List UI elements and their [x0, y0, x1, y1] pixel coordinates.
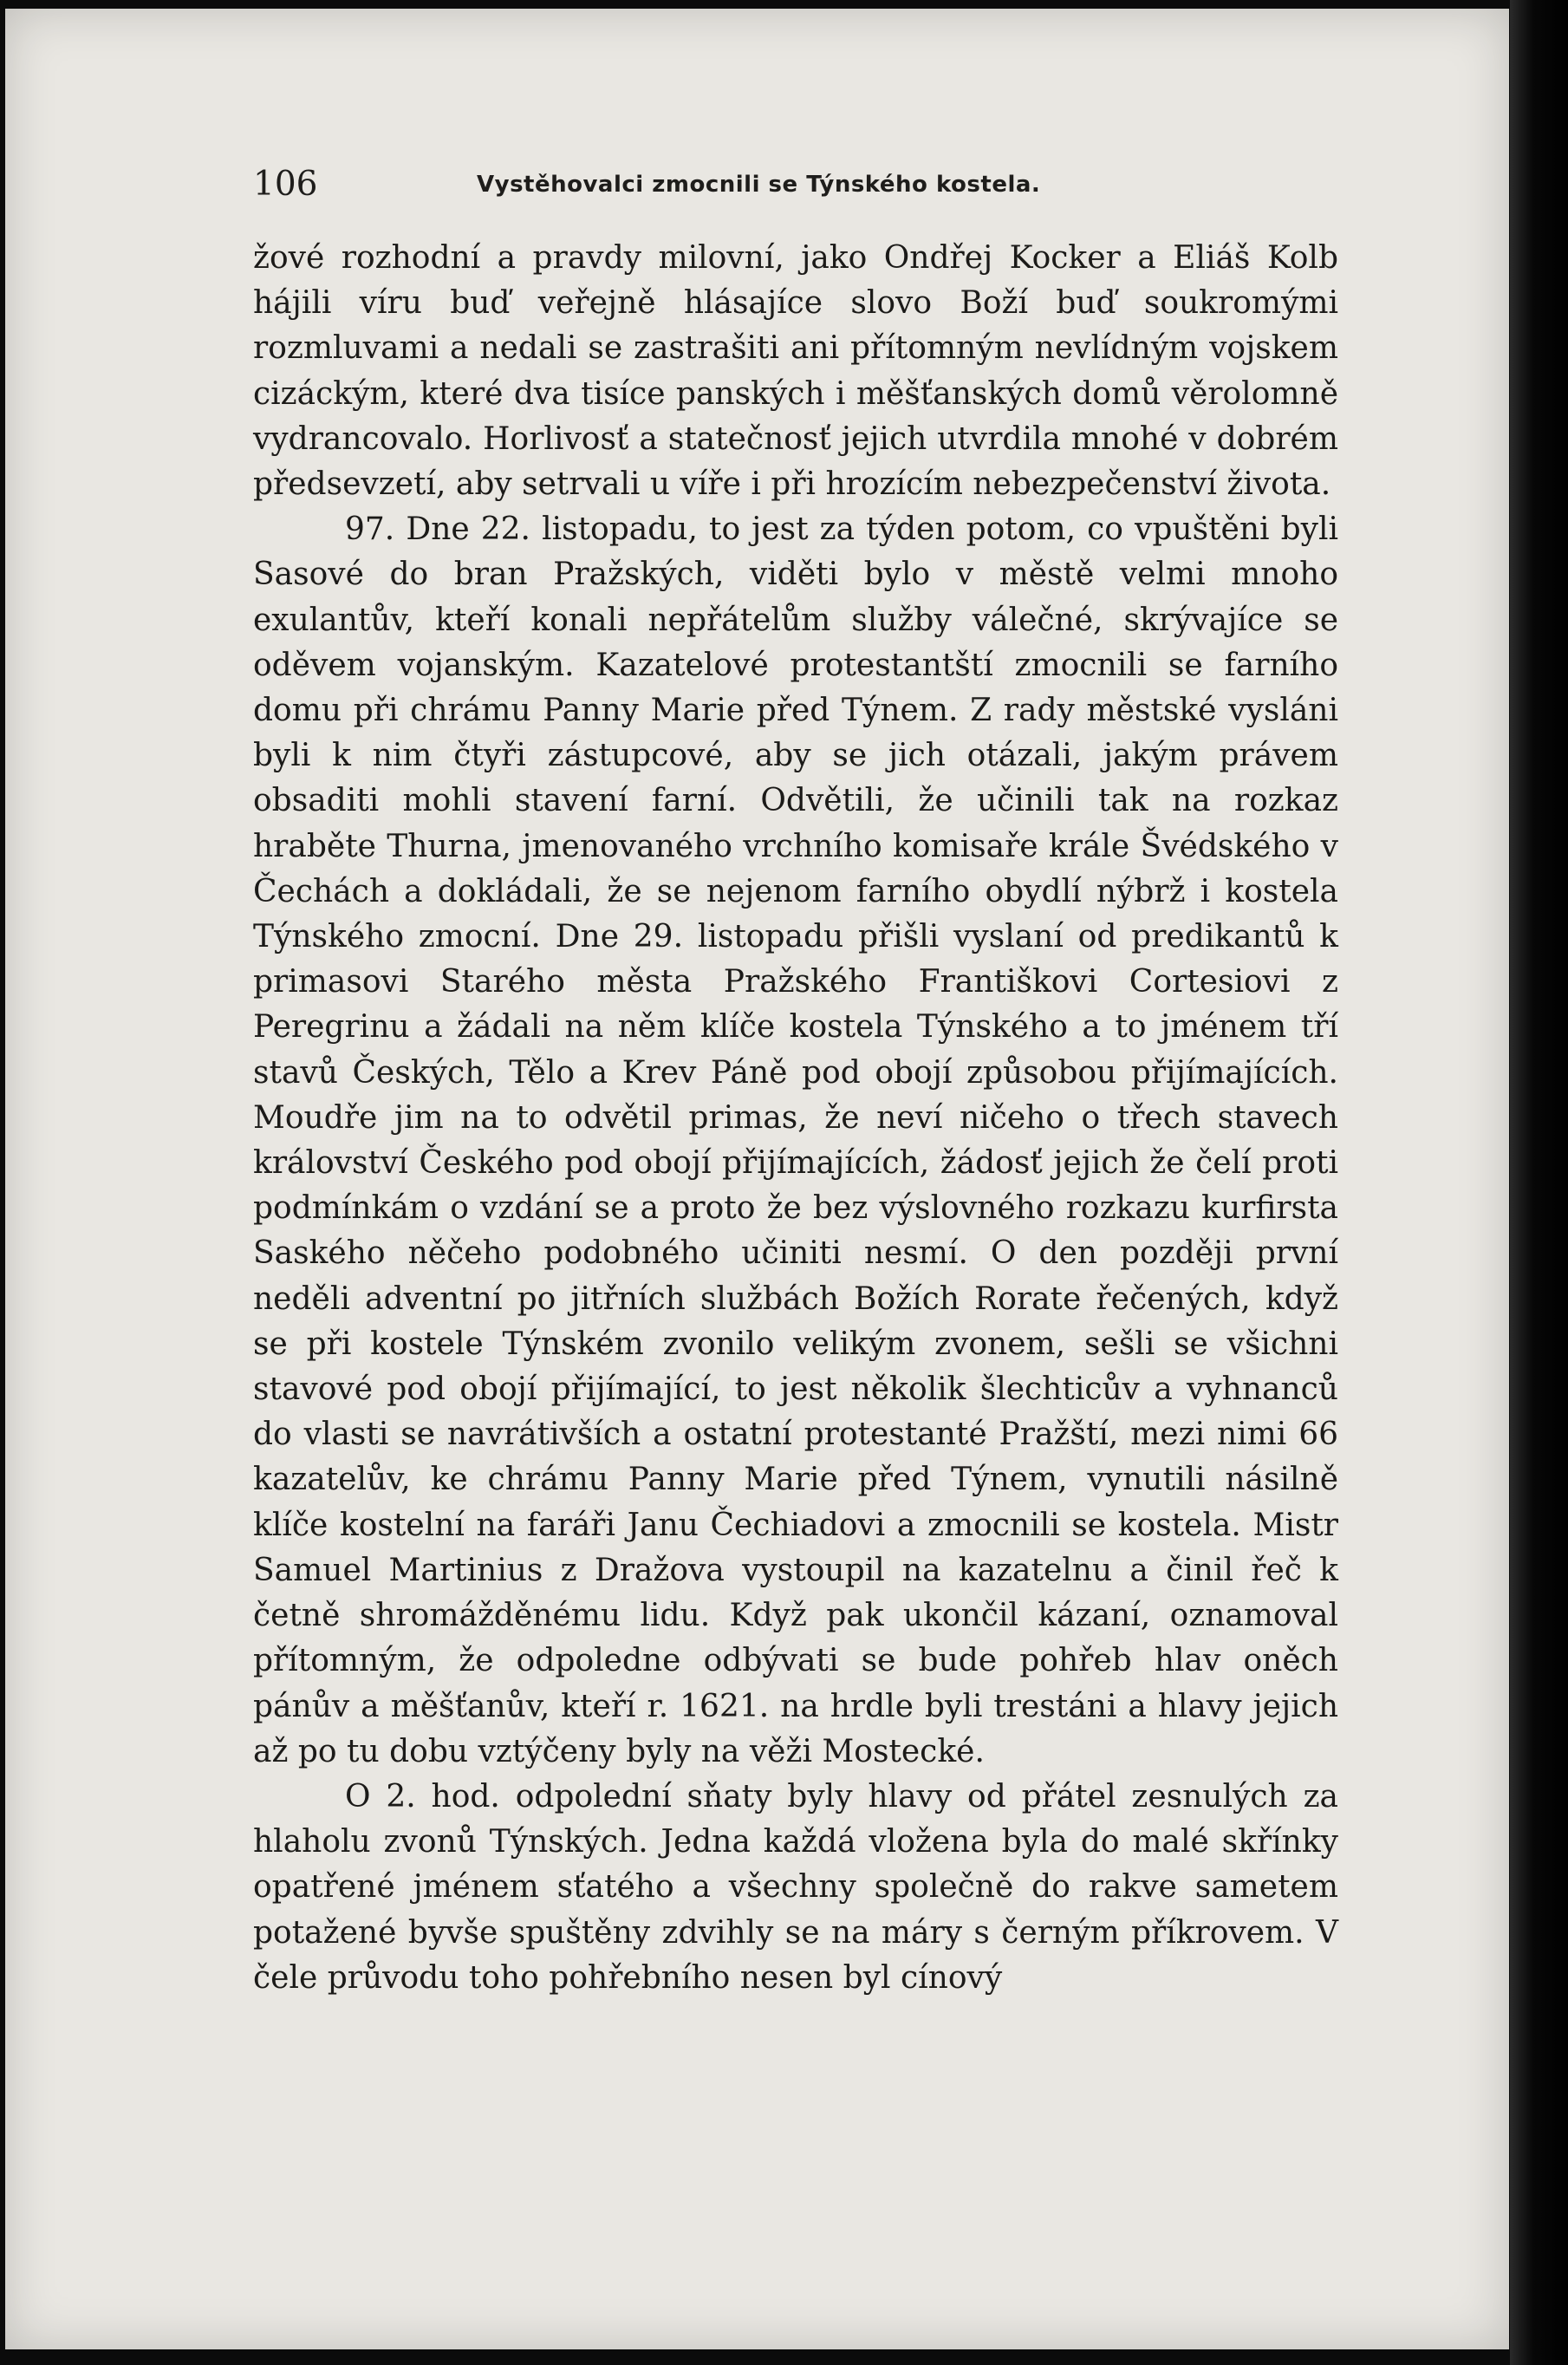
body-text — [253, 236, 1338, 2001]
paragraph-funeral: O 2. hod. odpolední sňaty byly hlavy od přátel zesnulých za hlaholu zvonů Týnských. Jedna každá vložena byla do malé skřínky opatřené jménem sťatého a všechny společně do rakve sametem potažené byvše spuštěny zdvihly se na máry s černým příkrovem. V čele průvodu toho pohřebního nesen byl cínový — [253, 1778, 1338, 1996]
scanner-edge-shadow — [1510, 0, 1568, 2365]
running-title: Vystěhovalci zmocnili se Týnského kostela. — [477, 172, 1041, 198]
paragraph-continuation: žové rozhodní a pravdy milovní, jako Ondřej Kocker a Eliáš Kolb hájili víru buď veřejně hlásajíce slovo Boží buď soukromými rozmluvami a nedali se zastrašiti ani přítomným nevlídným vojskem cizáckým, které dva tisíce panských i měšťanských domů věrolomně vydrancovalo. Horlivosť a statečnosť jejich utvrdila mnohé v dobrém předsevzetí, aby setrvali u víře i při hrozícím nebezpečenství života. — [253, 240, 1338, 503]
page-number: 106 — [253, 165, 318, 204]
paragraph-97: 97. Dne 22. listopadu, to jest za týden potom, co vpuštěni byli Sasové do bran Pražských, viděti bylo v městě velmi mnoho exulantův, kteří konali nepřátelům služby válečné, skrývajíce se oděvem vojanským. Kazatelové protestantští zmocnili se farního domu při chrámu Panny Marie před Týnem. Z rady městské vysláni byli k nim čtyři zástupcové, aby se jich otázali, jakým právem obsaditi mohli stavení farní. Odvětili, že učinili tak na rozkaz hraběte Thurna, jmenovaného vrchního komisaře krále Švédského v Čechách a dokládali, že se nejenom farního obydlí nýbrž i kostela Týnského zmocní. Dne 29. listopadu přišli vyslaní od predikantů k primasovi Starého města Pražského Františkovi Cortesiovi z Peregrinu a žádali na něm klíče kostela Týnského a to jménem tří stavů Českých, Tělo a Krev Páně pod obojí způsobou přijímajících. Moudře jim na to odvětil primas, že neví ničeho o třech stavech království Českého pod obojí přijímajících, žádosť jejich že čelí proti podmínkám o vzdání se a proto že bez výslovného rozkazu kurfirsta Saského něčeho podobného učiniti nesmí. O den později první neděli adventní po jitřních službách Božích Rorate řečených, když se při kostele Týnském zvonilo velikým zvonem, sešli se všichni stavové pod obojí přijímající, to jest několik šlechticův a vyhnanců do vlasti se navrátivších a ostatní protestanté Pražští, mezi nimi 66 kazatelův, ke chrámu Panny Marie před Týnem, vynutili násilně klíče kostelní na faráři Janu Čechiadovi a zmocnili se kostela. Mistr Samuel Martinius z Dražova vystoupil na kazatelnu a činil řeč k četně shromážděnému lidu. Když pak ukončil kázaní, oznamoval přítomným, že odpoledne odbývati se bude pohřeb hlav oněch pánův a měšťanův, kteří r. 1621. na hrdle byli trestáni a hlavy jejich až po tu dobu vztýčeny byly na věži Mostecké. — [253, 511, 1338, 1769]
running-head — [253, 165, 1337, 217]
